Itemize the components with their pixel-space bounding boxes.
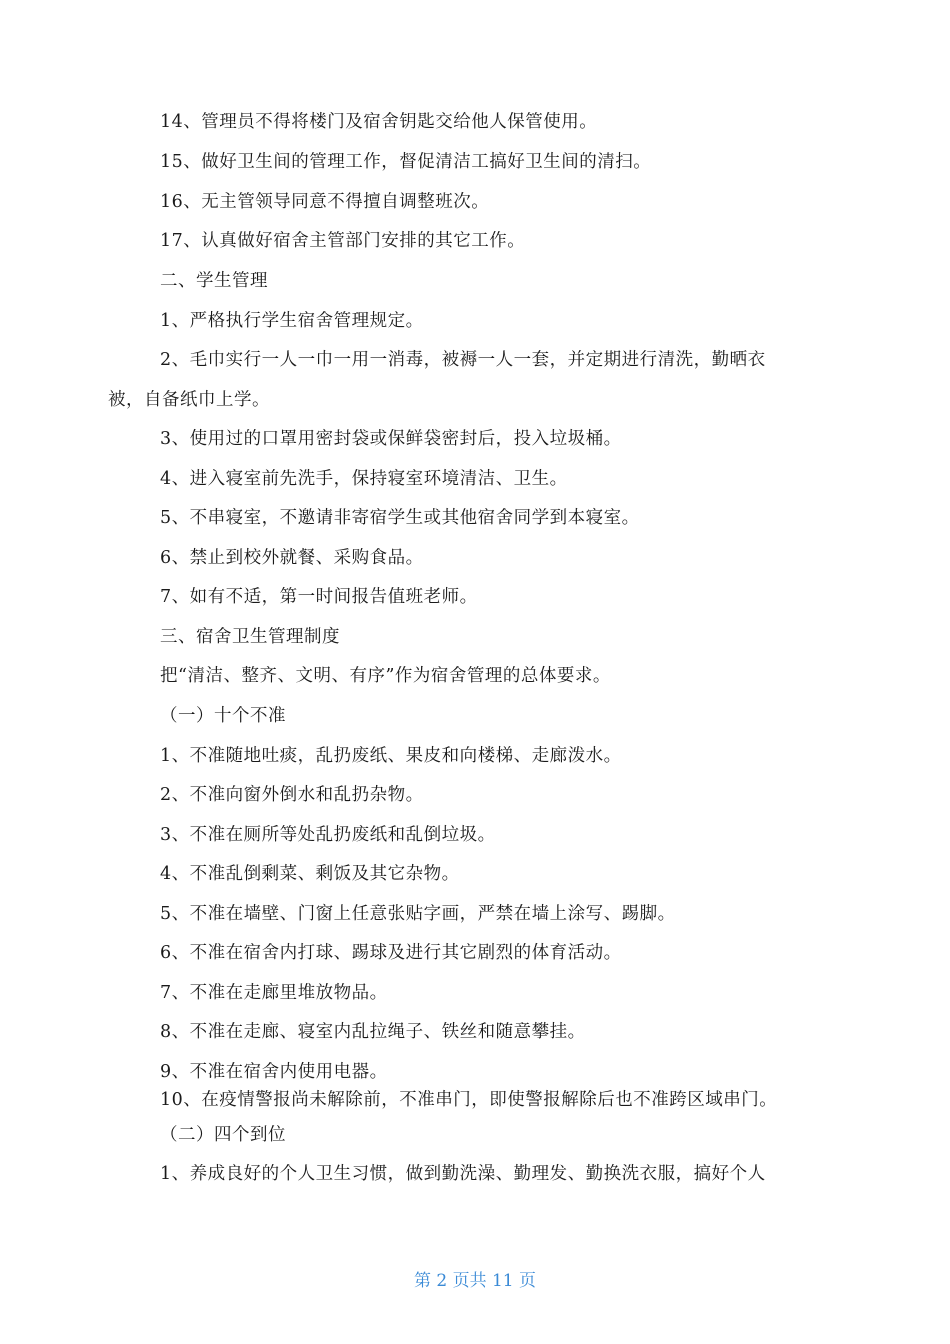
text-line: 7、不准在走廊里堆放物品。 — [160, 983, 388, 1003]
section-heading: 三、宿舍卫生管理制度 — [160, 627, 340, 647]
text-line: 8、不准在走廊、寝室内乱拉绳子、铁丝和随意攀挂。 — [160, 1022, 586, 1042]
text-line: 15、做好卫生间的管理工作，督促清洁工搞好卫生间的清扫。 — [160, 152, 652, 172]
text-line: 6、不准在宿舍内打球、踢球及进行其它剧烈的体育活动。 — [160, 943, 622, 963]
text-line: 10、在疫情警报尚未解除前，不准串门，即使警报解除后也不准跨区域串门。 — [160, 1090, 778, 1110]
text-line: 5、不串寝室，不邀请非寄宿学生或其他宿舍同学到本寝室。 — [160, 508, 640, 528]
text-line: 2、毛巾实行一人一巾一用一消毒，被褥一人一套，并定期进行清洗，勤晒衣 — [160, 350, 766, 370]
text-line: 1、养成良好的个人卫生习惯，做到勤洗澡、勤理发、勤换洗衣服，搞好个人 — [160, 1164, 766, 1184]
text-line: 14、管理员不得将楼门及宿舍钥匙交给他人保管使用。 — [160, 112, 598, 132]
page-number-footer: 第 2 页共 11 页 — [413, 1271, 537, 1291]
text-line: 被，自备纸巾上学。 — [108, 390, 270, 410]
text-line: 9、不准在宿舍内使用电器。 — [160, 1062, 388, 1082]
text-line: 把“清洁、整齐、文明、有序”作为宿舍管理的总体要求。 — [160, 666, 611, 686]
text-line: 1、不准随地吐痰，乱扔废纸、果皮和向楼梯、走廊泼水。 — [160, 746, 622, 766]
text-line: 6、禁止到校外就餐、采购食品。 — [160, 548, 424, 568]
subsection-heading: （一）十个不准 — [160, 706, 286, 726]
text-line: 16、无主管领导同意不得擅自调整班次。 — [160, 192, 490, 212]
subsection-heading: （二）四个到位 — [160, 1125, 286, 1145]
text-line: 5、不准在墙壁、门窗上任意张贴字画，严禁在墙上涂写、踢脚。 — [160, 904, 676, 924]
text-line: 7、如有不适，第一时间报告值班老师。 — [160, 587, 478, 607]
text-line: 3、使用过的口罩用密封袋或保鲜袋密封后，投入垃圾桶。 — [160, 429, 622, 449]
text-line: 17、认真做好宿舍主管部门安排的其它工作。 — [160, 231, 526, 251]
text-line: 4、进入寝室前先洗手，保持寝室环境清洁、卫生。 — [160, 469, 568, 489]
text-line: 3、不准在厕所等处乱扔废纸和乱倒垃圾。 — [160, 825, 496, 845]
text-line: 1、严格执行学生宿舍管理规定。 — [160, 311, 424, 331]
text-line: 2、不准向窗外倒水和乱扔杂物。 — [160, 785, 424, 805]
text-line: 4、不准乱倒剩菜、剩饭及其它杂物。 — [160, 864, 460, 884]
section-heading: 二、学生管理 — [160, 271, 268, 291]
